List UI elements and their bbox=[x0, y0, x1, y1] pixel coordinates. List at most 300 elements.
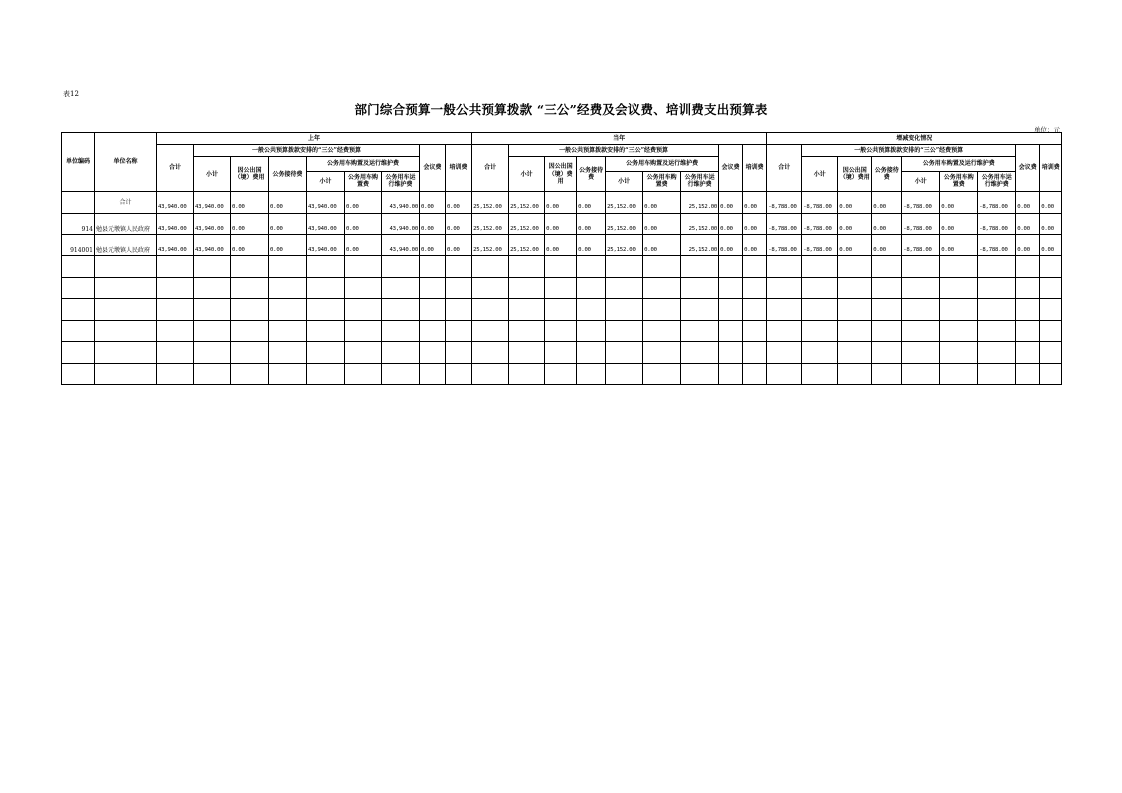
empty-cell bbox=[719, 342, 743, 363]
header-subtotal: 小计 bbox=[307, 171, 345, 191]
empty-cell bbox=[472, 256, 509, 277]
header-subtotal: 小计 bbox=[902, 171, 940, 191]
empty-cell bbox=[606, 299, 643, 320]
header-meeting: 会议费 bbox=[719, 145, 743, 192]
empty-cell bbox=[940, 320, 978, 341]
value-cell: 43,940.00 bbox=[307, 192, 345, 213]
empty-cell bbox=[1040, 342, 1062, 363]
value-cell: 25,152.00 bbox=[472, 235, 509, 256]
value-cell: 25,152.00 bbox=[606, 235, 643, 256]
empty-cell bbox=[743, 256, 767, 277]
empty-cell bbox=[345, 342, 382, 363]
empty-cell bbox=[509, 277, 545, 298]
empty-cell bbox=[95, 363, 157, 384]
empty-cell bbox=[719, 256, 743, 277]
empty-cell bbox=[681, 342, 719, 363]
empty-cell bbox=[269, 320, 307, 341]
empty-cell bbox=[95, 277, 157, 298]
value-cell: 0.00 bbox=[643, 192, 681, 213]
header-name: 单位名称 bbox=[95, 133, 157, 192]
value-cell: 0.00 bbox=[545, 192, 577, 213]
value-cell: 43,940.00 bbox=[194, 192, 231, 213]
value-cell: -8,788.00 bbox=[767, 235, 802, 256]
value-cell: 0.00 bbox=[345, 213, 382, 234]
empty-cell bbox=[545, 256, 577, 277]
value-cell: 0.00 bbox=[838, 213, 872, 234]
value-cell: 0.00 bbox=[420, 213, 446, 234]
document-title: 部门综合预算一般公共预算拨款 “三公”经费及会议费、培训费支出预算表 bbox=[354, 102, 768, 117]
header-vehicle-operation: 公务用车运行维护费 bbox=[382, 171, 420, 191]
empty-cell bbox=[838, 363, 872, 384]
empty-cell bbox=[509, 299, 545, 320]
value-cell: -8,788.00 bbox=[767, 192, 802, 213]
empty-cell bbox=[719, 299, 743, 320]
empty-cell bbox=[577, 320, 606, 341]
value-cell: 25,152.00 bbox=[472, 213, 509, 234]
empty-cell bbox=[606, 342, 643, 363]
value-cell: 0.00 bbox=[545, 235, 577, 256]
empty-cell bbox=[767, 277, 802, 298]
empty-cell bbox=[446, 277, 472, 298]
empty-cell bbox=[978, 299, 1016, 320]
empty-cell bbox=[269, 277, 307, 298]
value-cell: 0.00 bbox=[231, 213, 269, 234]
empty-cell bbox=[643, 277, 681, 298]
value-cell: -8,788.00 bbox=[802, 213, 838, 234]
empty-cell bbox=[345, 277, 382, 298]
empty-cell bbox=[62, 277, 95, 298]
empty-cell bbox=[307, 256, 345, 277]
empty-cell bbox=[902, 256, 940, 277]
empty-cell bbox=[767, 363, 802, 384]
empty-cell bbox=[1016, 363, 1040, 384]
unit-name-cell: 合计 bbox=[95, 192, 157, 213]
empty-cell bbox=[157, 299, 194, 320]
header-subtotal: 小计 bbox=[606, 171, 643, 191]
value-cell: 0.00 bbox=[872, 235, 902, 256]
header-prev-year: 上年 bbox=[157, 133, 472, 145]
empty-cell bbox=[382, 256, 420, 277]
header-subtotal: 小计 bbox=[802, 157, 838, 192]
empty-cell bbox=[545, 342, 577, 363]
empty-cell bbox=[472, 277, 509, 298]
empty-cell bbox=[382, 342, 420, 363]
empty-cell bbox=[681, 277, 719, 298]
empty-cell bbox=[681, 299, 719, 320]
value-cell: -8,788.00 bbox=[978, 235, 1016, 256]
header-training: 培训费 bbox=[1040, 145, 1062, 192]
value-cell: 0.00 bbox=[577, 213, 606, 234]
empty-cell bbox=[902, 363, 940, 384]
empty-cell bbox=[307, 277, 345, 298]
empty-cell bbox=[681, 320, 719, 341]
empty-cell bbox=[643, 363, 681, 384]
empty-cell bbox=[194, 342, 231, 363]
value-cell: 0.00 bbox=[446, 192, 472, 213]
empty-cell bbox=[307, 363, 345, 384]
empty-cell bbox=[802, 299, 838, 320]
empty-cell bbox=[307, 320, 345, 341]
empty-cell bbox=[231, 277, 269, 298]
empty-cell bbox=[446, 299, 472, 320]
empty-cell bbox=[872, 256, 902, 277]
header-abroad: 因公出国（境）费用 bbox=[545, 157, 577, 192]
empty-cell bbox=[345, 299, 382, 320]
empty-cell bbox=[643, 342, 681, 363]
value-cell: 0.00 bbox=[269, 235, 307, 256]
empty-cell bbox=[269, 299, 307, 320]
empty-cell bbox=[62, 256, 95, 277]
empty-cell bbox=[231, 363, 269, 384]
empty-cell bbox=[1016, 342, 1040, 363]
empty-cell bbox=[1016, 277, 1040, 298]
empty-cell bbox=[307, 299, 345, 320]
value-cell: 25,152.00 bbox=[606, 213, 643, 234]
empty-cell bbox=[767, 299, 802, 320]
header-vehicle: 公务用车购置及运行维护费 bbox=[606, 157, 719, 171]
value-cell: 25,152.00 bbox=[472, 192, 509, 213]
value-cell: 0.00 bbox=[420, 235, 446, 256]
empty-cell bbox=[95, 256, 157, 277]
empty-cell bbox=[231, 320, 269, 341]
unit-label: 单位：元 bbox=[1034, 126, 1060, 134]
empty-cell bbox=[1040, 320, 1062, 341]
empty-cell bbox=[420, 320, 446, 341]
empty-cell bbox=[446, 342, 472, 363]
empty-cell bbox=[902, 277, 940, 298]
empty-cell bbox=[509, 363, 545, 384]
empty-cell bbox=[545, 277, 577, 298]
value-cell: 25,152.00 bbox=[681, 213, 719, 234]
header-vehicle-purchase: 公务用车购置费 bbox=[345, 171, 382, 191]
empty-cell bbox=[838, 320, 872, 341]
header-vehicle-operation: 公务用车运行维护费 bbox=[681, 171, 719, 191]
empty-cell bbox=[269, 363, 307, 384]
value-cell: 0.00 bbox=[838, 235, 872, 256]
empty-cell bbox=[802, 363, 838, 384]
unit-name-cell: 勉县元墩镇人民政府 bbox=[95, 213, 157, 234]
value-cell: -8,788.00 bbox=[767, 213, 802, 234]
value-cell: -8,788.00 bbox=[902, 192, 940, 213]
empty-cell bbox=[194, 256, 231, 277]
empty-cell bbox=[62, 320, 95, 341]
empty-row bbox=[62, 256, 1062, 277]
empty-cell bbox=[157, 342, 194, 363]
empty-cell bbox=[577, 363, 606, 384]
empty-cell bbox=[382, 277, 420, 298]
empty-cell bbox=[62, 299, 95, 320]
value-cell: 0.00 bbox=[872, 192, 902, 213]
empty-cell bbox=[767, 342, 802, 363]
empty-cell bbox=[194, 299, 231, 320]
empty-cell bbox=[902, 320, 940, 341]
value-cell: 0.00 bbox=[940, 213, 978, 234]
empty-row bbox=[62, 342, 1062, 363]
header-row-3 bbox=[62, 157, 1062, 171]
header-row-2 bbox=[62, 145, 1062, 157]
value-cell: 43,940.00 bbox=[157, 192, 194, 213]
header-subtotal: 小计 bbox=[509, 157, 545, 192]
empty-cell bbox=[767, 256, 802, 277]
empty-cell bbox=[231, 299, 269, 320]
empty-cell bbox=[1040, 277, 1062, 298]
value-cell: 0.00 bbox=[420, 192, 446, 213]
value-cell: 0.00 bbox=[743, 192, 767, 213]
empty-cell bbox=[838, 342, 872, 363]
value-cell: 0.00 bbox=[446, 213, 472, 234]
empty-cell bbox=[446, 320, 472, 341]
value-cell: 0.00 bbox=[231, 235, 269, 256]
value-cell: 0.00 bbox=[719, 235, 743, 256]
value-cell: 0.00 bbox=[345, 192, 382, 213]
value-cell: 0.00 bbox=[719, 213, 743, 234]
empty-cell bbox=[472, 299, 509, 320]
empty-cell bbox=[743, 277, 767, 298]
empty-row bbox=[62, 363, 1062, 384]
header-vehicle-operation: 公务用车运行维护费 bbox=[978, 171, 1016, 191]
empty-cell bbox=[743, 363, 767, 384]
empty-cell bbox=[157, 320, 194, 341]
empty-cell bbox=[802, 277, 838, 298]
empty-cell bbox=[606, 363, 643, 384]
value-cell: 0.00 bbox=[1040, 213, 1062, 234]
empty-cell bbox=[269, 256, 307, 277]
table-body bbox=[62, 192, 1062, 385]
value-cell: 43,940.00 bbox=[157, 213, 194, 234]
empty-cell bbox=[545, 363, 577, 384]
empty-cell bbox=[509, 256, 545, 277]
empty-cell bbox=[194, 277, 231, 298]
empty-cell bbox=[1040, 363, 1062, 384]
header-total: 合计 bbox=[157, 145, 194, 192]
empty-cell bbox=[940, 299, 978, 320]
value-cell: 25,152.00 bbox=[681, 192, 719, 213]
empty-cell bbox=[802, 256, 838, 277]
empty-cell bbox=[577, 277, 606, 298]
empty-cell bbox=[194, 320, 231, 341]
empty-cell bbox=[577, 342, 606, 363]
value-cell: 0.00 bbox=[940, 235, 978, 256]
empty-cell bbox=[1016, 299, 1040, 320]
empty-cell bbox=[606, 256, 643, 277]
value-cell: 0.00 bbox=[872, 213, 902, 234]
empty-cell bbox=[157, 277, 194, 298]
empty-cell bbox=[545, 320, 577, 341]
header-vehicle-purchase: 公务用车购置费 bbox=[643, 171, 681, 191]
value-cell: 0.00 bbox=[269, 213, 307, 234]
empty-cell bbox=[743, 320, 767, 341]
empty-cell bbox=[345, 363, 382, 384]
empty-cell bbox=[872, 299, 902, 320]
empty-cell bbox=[719, 363, 743, 384]
value-cell: -8,788.00 bbox=[978, 192, 1016, 213]
empty-cell bbox=[940, 363, 978, 384]
empty-cell bbox=[838, 256, 872, 277]
empty-cell bbox=[420, 277, 446, 298]
value-cell: -8,788.00 bbox=[902, 213, 940, 234]
header-abroad: 因公出国（境）费用 bbox=[231, 157, 269, 192]
unit-name-cell: 勉县元墩镇人民政府 bbox=[95, 235, 157, 256]
empty-cell bbox=[902, 299, 940, 320]
table-row bbox=[62, 235, 1062, 256]
header-abroad: 因公出国（境）费用 bbox=[838, 157, 872, 192]
value-cell: 25,152.00 bbox=[509, 192, 545, 213]
empty-cell bbox=[420, 299, 446, 320]
value-cell: 25,152.00 bbox=[509, 213, 545, 234]
value-cell: -8,788.00 bbox=[978, 213, 1016, 234]
header-three-public: 一般公共预算拨款安排的“三公”经费预算 bbox=[194, 145, 420, 157]
header-total: 合计 bbox=[472, 145, 509, 192]
empty-cell bbox=[719, 277, 743, 298]
empty-cell bbox=[681, 363, 719, 384]
empty-row bbox=[62, 299, 1062, 320]
empty-cell bbox=[1040, 256, 1062, 277]
empty-cell bbox=[719, 320, 743, 341]
header-meeting: 会议费 bbox=[1016, 145, 1040, 192]
empty-cell bbox=[307, 342, 345, 363]
empty-cell bbox=[978, 363, 1016, 384]
header-code: 单位编码 bbox=[62, 133, 95, 192]
header-reception: 公务接待费 bbox=[577, 157, 606, 192]
unit-code-cell: 914 bbox=[62, 213, 95, 234]
empty-cell bbox=[978, 256, 1016, 277]
empty-cell bbox=[382, 320, 420, 341]
empty-row bbox=[62, 277, 1062, 298]
value-cell: 0.00 bbox=[643, 213, 681, 234]
empty-cell bbox=[157, 363, 194, 384]
empty-cell bbox=[802, 320, 838, 341]
empty-cell bbox=[231, 256, 269, 277]
value-cell: 0.00 bbox=[269, 192, 307, 213]
empty-cell bbox=[509, 320, 545, 341]
value-cell: 0.00 bbox=[743, 235, 767, 256]
value-cell: 0.00 bbox=[577, 235, 606, 256]
value-cell: 43,940.00 bbox=[194, 235, 231, 256]
header-three-public: 一般公共预算拨款安排的“三公”经费预算 bbox=[509, 145, 719, 157]
empty-cell bbox=[345, 320, 382, 341]
empty-cell bbox=[978, 342, 1016, 363]
header-meeting: 会议费 bbox=[420, 145, 446, 192]
empty-cell bbox=[1016, 256, 1040, 277]
value-cell: 43,940.00 bbox=[194, 213, 231, 234]
header-vehicle: 公务用车购置及运行维护费 bbox=[307, 157, 420, 171]
value-cell: 25,152.00 bbox=[606, 192, 643, 213]
value-cell: 43,940.00 bbox=[307, 213, 345, 234]
header-change: 增减变化情况 bbox=[767, 133, 1062, 145]
budget-table bbox=[61, 132, 1062, 385]
value-cell: 0.00 bbox=[345, 235, 382, 256]
empty-cell bbox=[643, 320, 681, 341]
empty-cell bbox=[472, 320, 509, 341]
header-vehicle-purchase: 公务用车购置费 bbox=[940, 171, 978, 191]
value-cell: 0.00 bbox=[940, 192, 978, 213]
empty-cell bbox=[509, 342, 545, 363]
empty-cell bbox=[194, 363, 231, 384]
value-cell: 43,940.00 bbox=[382, 192, 420, 213]
header-reception: 公务接待费 bbox=[872, 157, 902, 192]
empty-cell bbox=[95, 320, 157, 341]
empty-cell bbox=[872, 363, 902, 384]
empty-cell bbox=[269, 342, 307, 363]
empty-cell bbox=[62, 363, 95, 384]
empty-cell bbox=[95, 299, 157, 320]
empty-cell bbox=[1040, 299, 1062, 320]
empty-cell bbox=[940, 277, 978, 298]
value-cell: 0.00 bbox=[1016, 192, 1040, 213]
empty-cell bbox=[577, 256, 606, 277]
empty-cell bbox=[940, 256, 978, 277]
value-cell: 25,152.00 bbox=[509, 235, 545, 256]
empty-cell bbox=[420, 256, 446, 277]
empty-cell bbox=[472, 363, 509, 384]
empty-cell bbox=[643, 299, 681, 320]
empty-row bbox=[62, 320, 1062, 341]
empty-cell bbox=[420, 363, 446, 384]
value-cell: 43,940.00 bbox=[157, 235, 194, 256]
unit-code-cell: 914001 bbox=[62, 235, 95, 256]
value-cell: 0.00 bbox=[446, 235, 472, 256]
value-cell: -8,788.00 bbox=[802, 192, 838, 213]
value-cell: 0.00 bbox=[719, 192, 743, 213]
value-cell: -8,788.00 bbox=[902, 235, 940, 256]
empty-cell bbox=[472, 342, 509, 363]
value-cell: 25,152.00 bbox=[681, 235, 719, 256]
empty-cell bbox=[577, 299, 606, 320]
value-cell: -8,788.00 bbox=[802, 235, 838, 256]
value-cell: 43,940.00 bbox=[382, 235, 420, 256]
empty-cell bbox=[545, 299, 577, 320]
empty-cell bbox=[802, 342, 838, 363]
empty-cell bbox=[95, 342, 157, 363]
empty-cell bbox=[157, 256, 194, 277]
empty-cell bbox=[382, 363, 420, 384]
empty-cell bbox=[62, 342, 95, 363]
table-row bbox=[62, 192, 1062, 213]
empty-cell bbox=[978, 277, 1016, 298]
empty-cell bbox=[681, 256, 719, 277]
empty-cell bbox=[420, 342, 446, 363]
value-cell: 0.00 bbox=[838, 192, 872, 213]
value-cell: 0.00 bbox=[545, 213, 577, 234]
header-training: 培训费 bbox=[446, 145, 472, 192]
value-cell: 0.00 bbox=[577, 192, 606, 213]
empty-cell bbox=[872, 277, 902, 298]
empty-cell bbox=[767, 320, 802, 341]
value-cell: 0.00 bbox=[1040, 235, 1062, 256]
empty-cell bbox=[902, 342, 940, 363]
empty-cell bbox=[1016, 320, 1040, 341]
empty-cell bbox=[606, 320, 643, 341]
empty-cell bbox=[743, 299, 767, 320]
empty-cell bbox=[872, 342, 902, 363]
empty-cell bbox=[606, 277, 643, 298]
empty-cell bbox=[940, 342, 978, 363]
value-cell: 43,940.00 bbox=[307, 235, 345, 256]
value-cell: 0.00 bbox=[231, 192, 269, 213]
table-number: 表12 bbox=[63, 90, 79, 98]
empty-cell bbox=[838, 299, 872, 320]
unit-code-cell bbox=[62, 192, 95, 213]
header-three-public: 一般公共预算拨款安排的“三公”经费预算 bbox=[802, 145, 1016, 157]
header-subtotal: 小计 bbox=[194, 157, 231, 192]
empty-cell bbox=[838, 277, 872, 298]
value-cell: 0.00 bbox=[1016, 235, 1040, 256]
empty-cell bbox=[382, 299, 420, 320]
empty-cell bbox=[231, 342, 269, 363]
value-cell: 0.00 bbox=[643, 235, 681, 256]
table-row bbox=[62, 213, 1062, 234]
header-row-1 bbox=[62, 133, 1062, 145]
